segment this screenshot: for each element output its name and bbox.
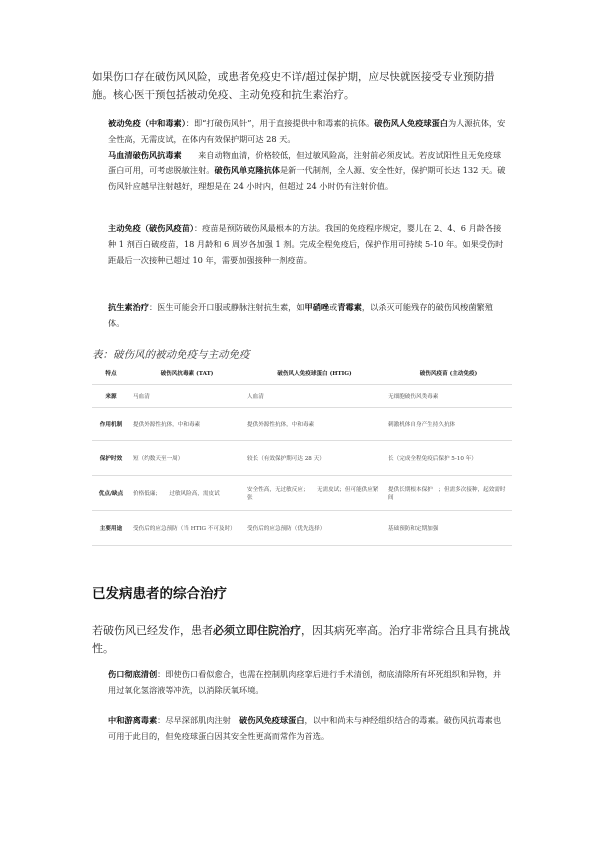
- table-row: [92, 476, 512, 511]
- tig-term: 破伤风人免疫球蛋白: [374, 118, 448, 128]
- table-row-label: 来源: [92, 385, 130, 408]
- table-header: 破伤风疫苗 (主动免疫): [385, 362, 512, 385]
- table-cell: 受伤后的应急预防（当 HTIG 不可及时）: [130, 511, 244, 546]
- neutralize-toxin-title: 中和游离毒素: [108, 715, 158, 725]
- drug-metronidazole: 甲硝唑: [304, 302, 330, 312]
- section-heading: 已发病患者的综合治疗: [92, 586, 227, 602]
- table-cell: 价格低廉； 过敏风险高，需皮试: [130, 476, 244, 511]
- neutralize-text-1: ：尽早深部肌肉注射: [157, 715, 240, 725]
- passive-immunity-title: 被动免疫（中和毒素）: [108, 118, 186, 128]
- treatment-intro-paragraph: [92, 622, 512, 658]
- table-cell: 较长（有效保护期可达 28 天）: [244, 441, 385, 476]
- table-cell: 提供外源性抗体，中和毒素: [244, 408, 385, 441]
- table-cell: 基础预防和定期加强: [385, 511, 512, 546]
- table-cell: 安全性高，无过敏反应； 无需皮试；但可能供应紧张: [244, 476, 385, 511]
- table-caption: 表：破伤风的被动免疫与主动免疫: [92, 349, 250, 361]
- table-cell: 提供外源性抗体，中和毒素: [130, 408, 244, 441]
- passive-text-1: ：即“打破伤风针”，用于直接提供中和毒素的抗体。: [185, 118, 375, 128]
- table-cell: 提供长期根本保护 ；但需多次接种，起效需时间: [385, 476, 512, 511]
- antibiotic-text-1: ：医生可能会开口服或静脉注射抗生素，如: [148, 302, 305, 312]
- table-header: 特点: [92, 362, 130, 385]
- table-cell: 人血清: [244, 385, 385, 408]
- passive-text-2: 为人源抗体，安全性高，无需皮试，在体内有效保护期可达 28 天。: [108, 118, 506, 144]
- treatment-intro-text-2: ，因其病死率高。治疗非常综合且具有挑战性。: [92, 624, 510, 655]
- table-cell: 马血清: [130, 385, 244, 408]
- neutralize-text-2: ，以中和尚未与神经组织结合的毒素。破伤风抗毒素也可用于此目的，但免疫球蛋白因其安全性更高而常作为首选。: [108, 715, 502, 741]
- wound-debridement-paragraph: [108, 667, 506, 699]
- table-row: [92, 441, 512, 476]
- table-header-row: [92, 362, 512, 385]
- table-row-label: 作用机制: [92, 408, 130, 441]
- passive-immunity-paragraph: [108, 116, 506, 195]
- table-row-label: 保护时效: [92, 441, 130, 476]
- mab-term: 破伤风单克隆抗体: [214, 165, 280, 176]
- table-cell: 长（完成全程免疫后保护 5-10 年）: [385, 441, 512, 476]
- antibiotic-paragraph: [108, 300, 506, 332]
- table-header: 破伤风抗毒素 (TAT): [130, 362, 244, 385]
- table-row: [92, 385, 512, 408]
- active-immunity-title: 主动免疫（破伤风疫苗）: [108, 223, 194, 233]
- table-cell: 短（约数天至一周）: [130, 441, 244, 476]
- passive-text-4: 是新一代制剂，全人源、安全性好，保护期可长达 132 天。破伤风针应越早注射越好，理想是在 24 小时内，但超过 24 小时仍有注射价值。: [108, 165, 506, 192]
- immunity-comparison-table: [92, 362, 512, 546]
- wound-debridement-text: ：即使伤口看似愈合，也需在控制肌肉痉挛后进行手术清创，彻底清除所有坏死组织和异物，并用过氧化氢溶液等冲洗，以消除厌氧环境。: [108, 669, 502, 695]
- table-row-label: 优点/缺点: [92, 476, 130, 511]
- table-row: [92, 511, 512, 546]
- drug-penicillin: 青霉素: [337, 302, 362, 312]
- treatment-intro-bold: 必须立即住院治疗: [213, 624, 301, 637]
- tat-term: 马血清破伤风抗毒素: [108, 149, 182, 160]
- table-cell: 受伤后的应急预防（优先选择）: [244, 511, 385, 546]
- intro-paragraph: 如果伤口存在破伤风风险，或患者免疫史不详/超过保护期，应尽快就医接受专业预防措施。核心医干预包括被动免疫、主动免疫和抗生素治疗。: [92, 71, 495, 101]
- antibiotic-title: 抗生素治疗: [108, 302, 149, 312]
- table-row-label: 主要用途: [92, 511, 130, 546]
- table-cell: 无细胞破伤风类毒素: [385, 385, 512, 408]
- wound-debridement-title: 伤口彻底清创: [108, 669, 158, 679]
- antibiotic-text-3: ，以杀灭可能残存的破伤风梭菌繁殖体。: [108, 302, 493, 328]
- treatment-intro-text-1: 若破伤风已经发作，患者: [92, 624, 213, 637]
- table-cell: 刺激机体自身产生持久抗体: [385, 408, 512, 441]
- active-immunity-paragraph: [108, 221, 506, 268]
- table-row: [92, 408, 512, 441]
- neutralize-bold: 破伤风免疫球蛋白: [239, 715, 305, 725]
- antibiotic-text-2: 或: [329, 302, 338, 312]
- active-immunity-text: ：疫苗是预防破伤风最根本的方法。我国的免疫程序规定，婴儿在 2、4、6 月龄各接种 1 剂百白破疫苗，18 月龄和 6 周岁各加强 1 剂。完成全程免疫后，保护作用可持续 5-10 年。如果受伤时距最后一次接种已超过 10 年，需要加强接种一剂疫苗。: [108, 223, 504, 265]
- neutralize-toxin-paragraph: [108, 713, 506, 745]
- passive-text-3: 来自动物血清，价格较低，但过敏风险高，注射前必须皮试。若皮试阳性且无免疫球蛋白可用，可考虑脱敏注射。: [108, 149, 502, 176]
- table-header: 破伤风人免疫球蛋白 (HTIG): [244, 362, 385, 385]
